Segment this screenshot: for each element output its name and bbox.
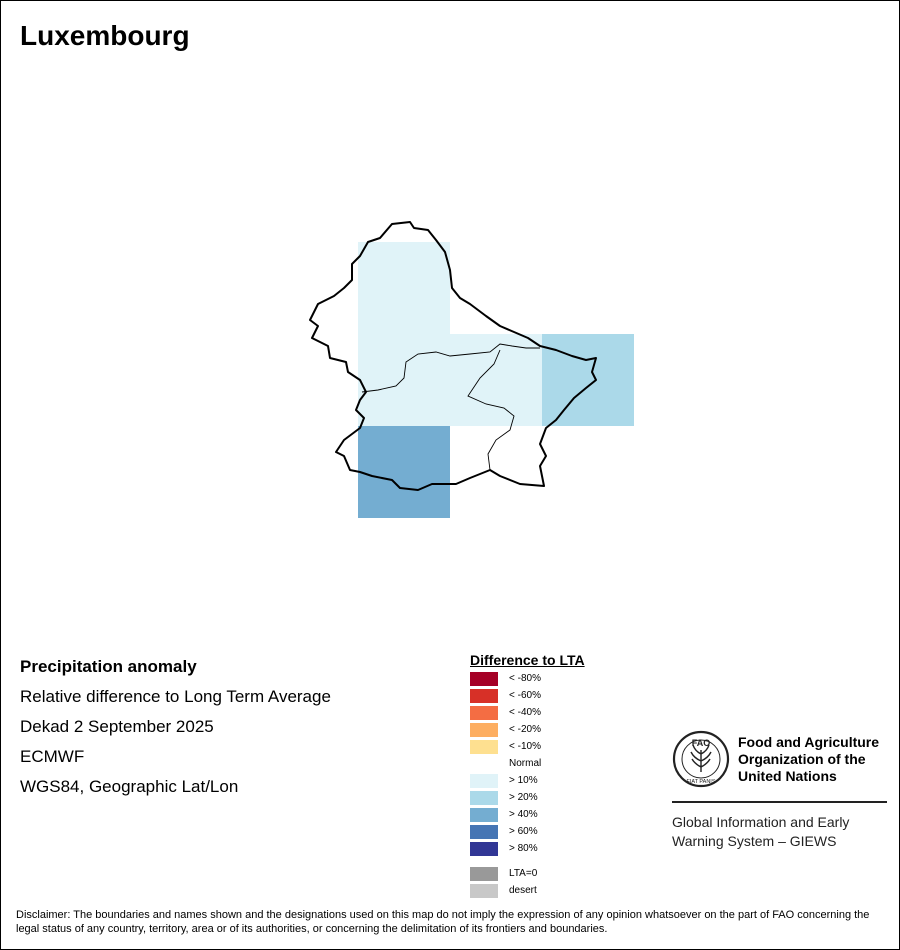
legend-item xyxy=(470,790,585,807)
giews-system-name: Global Information and Early Warning System – GIEWS xyxy=(672,814,850,849)
legend-swatch xyxy=(470,723,498,737)
legend-swatch xyxy=(470,740,498,754)
legend-label: < -20% xyxy=(509,724,541,735)
legend-item xyxy=(470,671,585,688)
legend-swatch xyxy=(470,867,498,881)
legend-item xyxy=(470,688,585,705)
legend-label: > 20% xyxy=(509,792,538,803)
legend-swatch xyxy=(470,825,498,839)
legend-swatch xyxy=(470,884,498,898)
grid-cell xyxy=(358,242,450,334)
legend-item xyxy=(470,773,585,790)
legend-title: Difference to LTA xyxy=(470,652,585,668)
legend-swatch xyxy=(470,791,498,805)
legend-label: < -60% xyxy=(509,690,541,701)
fao-emblem-icon xyxy=(672,730,730,788)
legend-label: Normal xyxy=(509,758,542,769)
disclaimer-text: Disclaimer: The boundaries and names shown and the designations used on this map do not imply the expression of any opinion whatsoever on the part of FAO concerning the legal status of any country, territory, area or of its authorities, or concerning the delimitation of its frontiers and boundaries. xyxy=(16,909,870,935)
legend-swatch xyxy=(470,689,498,703)
legend-item xyxy=(470,705,585,722)
legend-swatch xyxy=(470,706,498,720)
legend-extra-items xyxy=(470,866,585,900)
anomaly-grid xyxy=(358,242,634,518)
grid-cell xyxy=(358,334,450,426)
logo-divider xyxy=(672,801,887,803)
legend-item xyxy=(470,807,585,824)
legend-swatch xyxy=(470,808,498,822)
legend-label: > 60% xyxy=(509,826,538,837)
legend-item xyxy=(470,824,585,841)
info-period: Dekad 2 September 2025 xyxy=(20,717,214,736)
legend-item xyxy=(470,722,585,739)
legend-swatch xyxy=(470,672,498,686)
legend-label: > 10% xyxy=(509,775,538,786)
legend-swatch xyxy=(470,842,498,856)
emblem-motto: FIAT PANIS xyxy=(686,779,716,785)
legend-label: > 80% xyxy=(509,843,538,854)
legend-item xyxy=(470,841,585,858)
legend-item xyxy=(470,866,585,883)
legend-items xyxy=(470,671,585,858)
legend-label: < -10% xyxy=(509,741,541,752)
emblem-letters: FAO xyxy=(691,738,711,748)
legend-swatch xyxy=(470,774,498,788)
grid-cell xyxy=(358,426,450,518)
legend-label: desert xyxy=(509,885,537,896)
legend-item xyxy=(470,883,585,900)
legend-item xyxy=(470,756,585,773)
legend-label: LTA=0 xyxy=(509,868,538,879)
grid-cell xyxy=(542,334,634,426)
map-info-panel xyxy=(20,656,331,806)
info-heading: Precipitation anomaly xyxy=(20,657,197,676)
legend-label: < -40% xyxy=(509,707,541,718)
legend-label: < -80% xyxy=(509,673,541,684)
fao-organization-name: Food and Agriculture Organization of the United Nations xyxy=(738,734,880,784)
map-legend xyxy=(470,652,585,900)
legend-swatch xyxy=(470,757,498,771)
map-title: Luxembourg xyxy=(20,20,190,51)
legend-item xyxy=(470,739,585,756)
info-projection: WGS84, Geographic Lat/Lon xyxy=(20,777,239,796)
info-source: ECMWF xyxy=(20,747,85,766)
info-subtitle: Relative difference to Long Term Average xyxy=(20,687,331,706)
legend-label: > 40% xyxy=(509,809,538,820)
